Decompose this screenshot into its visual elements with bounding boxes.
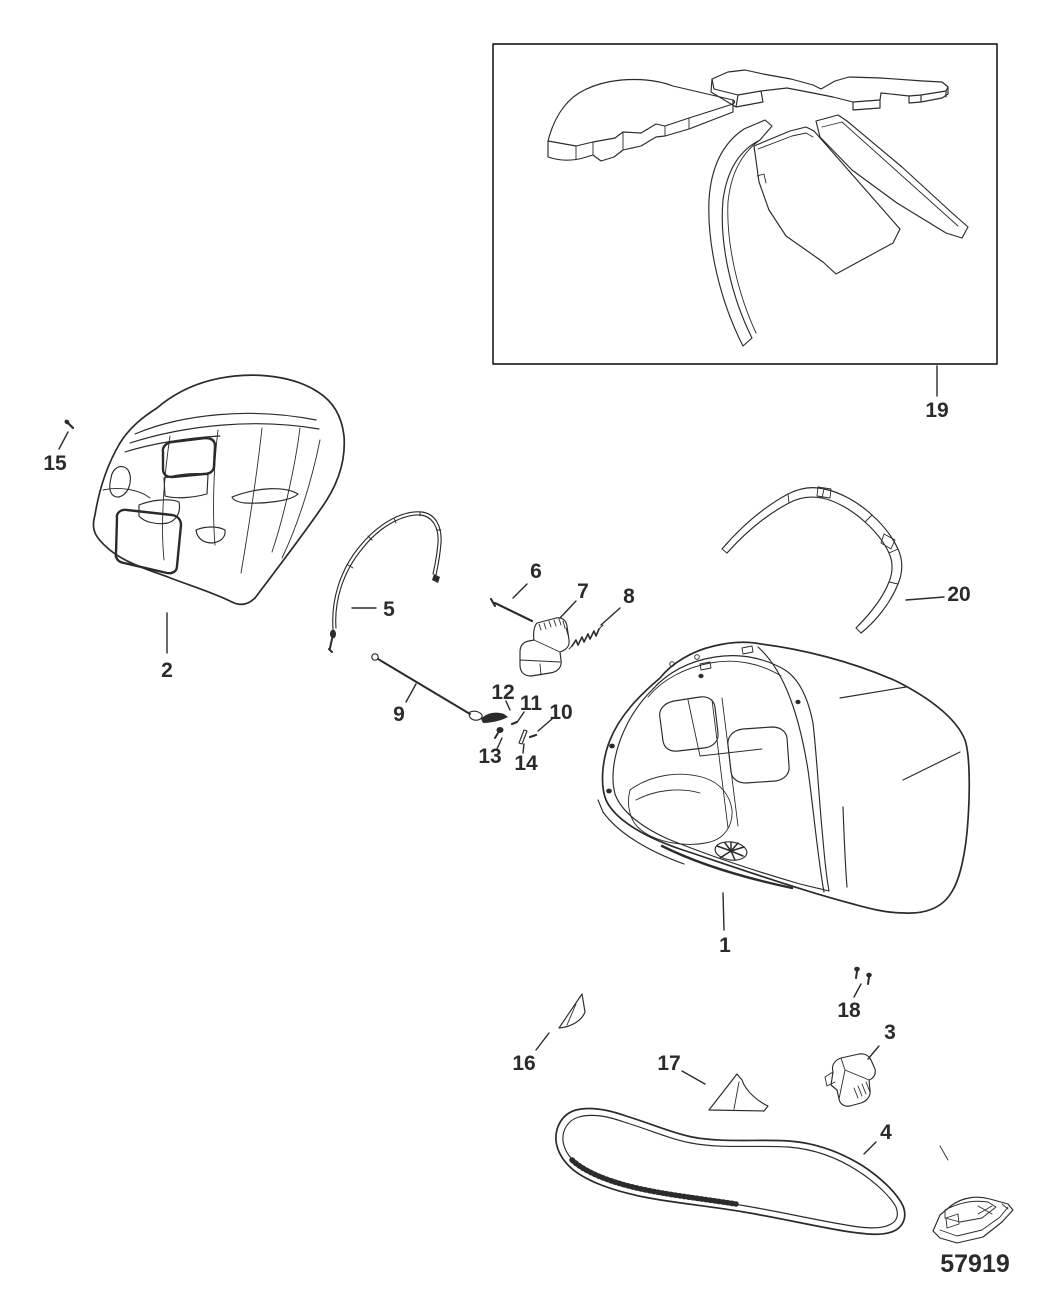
- callout-6-leader: [513, 584, 527, 598]
- latch-cable-5: [329, 512, 441, 652]
- screw-13: [495, 727, 504, 738]
- callout-14: 14: [514, 752, 538, 775]
- callout-9-leader: [406, 684, 416, 702]
- screw-15: [64, 419, 73, 428]
- foam-panel-curved-blade: [709, 120, 772, 346]
- latch-clip-3: [825, 1054, 875, 1106]
- callout-15: 15: [43, 452, 67, 475]
- callout-7: 7: [577, 580, 589, 603]
- seal-strip-20: [722, 487, 902, 633]
- wedge-17: [709, 1074, 768, 1111]
- pin-14: [519, 730, 527, 744]
- latch-rod-9: [372, 654, 482, 720]
- callout-12: 12: [491, 681, 515, 704]
- callout-19: 19: [925, 399, 949, 422]
- callout-8-leader: [601, 608, 620, 625]
- callout-10: 10: [549, 701, 573, 724]
- spring-8: [569, 625, 603, 649]
- foam-panel-left: [548, 80, 735, 161]
- callout-20: 20: [947, 583, 971, 606]
- latch-hook-12: [481, 713, 508, 723]
- drawing-number: 57919: [940, 1250, 1010, 1278]
- callout-3-leader: [868, 1046, 879, 1059]
- callout-15-leader: [59, 432, 68, 449]
- top-cowl-bottom-view-1: [598, 642, 969, 913]
- callout-11: 11: [519, 692, 543, 715]
- insulation-kit-box-19: [493, 44, 997, 364]
- callout-6: 6: [530, 560, 542, 583]
- callout-18: 18: [837, 999, 861, 1022]
- callout-1-leader: [723, 893, 724, 930]
- callout-18-leader: [854, 984, 861, 997]
- wedge-16: [559, 994, 585, 1028]
- callout-9: 9: [393, 703, 405, 726]
- screws-18: [854, 967, 872, 984]
- callout-7-leader: [560, 601, 576, 618]
- callout-2: 2: [161, 659, 173, 682]
- callout-4-leader: [864, 1142, 876, 1154]
- callout-17-leader: [682, 1071, 705, 1084]
- latch-rod-6: [491, 599, 532, 621]
- spacer-11: [512, 722, 517, 724]
- callout-1: 1: [719, 934, 731, 957]
- callout-8: 8: [623, 585, 635, 608]
- foam-panel-top-right: [711, 70, 948, 110]
- latch-handle-7: [520, 618, 569, 676]
- callout-20-leader: [906, 597, 944, 600]
- boat-icon: [933, 1197, 1013, 1243]
- pin-10: [530, 735, 536, 737]
- callout-13: 13: [478, 745, 502, 768]
- callout-17: 17: [657, 1052, 681, 1075]
- top-cowl-front-view-2: [93, 375, 344, 604]
- callout-16-leader: [536, 1033, 549, 1050]
- foam-panel-middle: [754, 127, 900, 274]
- callout-4: 4: [880, 1121, 892, 1144]
- callout-5: 5: [383, 598, 395, 621]
- callout-16: 16: [512, 1052, 536, 1075]
- callout-3: 3: [884, 1021, 896, 1044]
- callout-labels: [43, 399, 970, 1144]
